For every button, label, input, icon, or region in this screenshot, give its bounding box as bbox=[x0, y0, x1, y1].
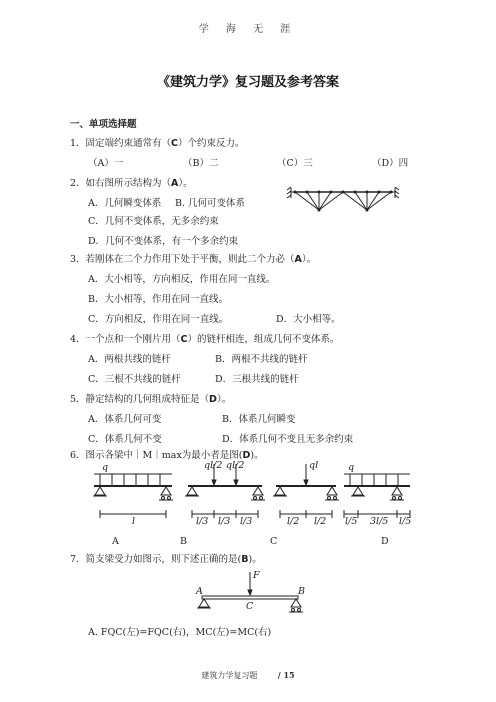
question-4: 4．一个点和一个刚片用（C）的链杆相连，组成几何不变体系。 bbox=[70, 334, 340, 345]
option: B．两根不共线的链杆 bbox=[215, 354, 308, 365]
option: B．大小相等，作用在同一直线。 bbox=[88, 294, 228, 305]
page-header: 学 海 无 涯 bbox=[198, 24, 298, 35]
label-l2: l/2 bbox=[287, 516, 300, 527]
question-3: 3．若刚体在二个力作用下处于平衡，则此二个力必（A）。 bbox=[70, 254, 317, 265]
figure-label-d: D bbox=[381, 536, 389, 547]
answer: A bbox=[294, 254, 302, 265]
question-5: 5．静定结构的几何组成特征是（D）。 bbox=[70, 394, 232, 405]
option: C．体系几何不变 bbox=[88, 434, 162, 445]
option: C．方向相反，作用在同一直线。 bbox=[88, 314, 229, 325]
answer: B bbox=[241, 554, 249, 565]
option: D．体系几何不变且无多余约束 bbox=[222, 434, 354, 445]
label-q: q bbox=[102, 462, 109, 473]
section-heading: 一、单项选择题 bbox=[70, 119, 137, 130]
label-3l5: 3l/5 bbox=[370, 516, 389, 527]
option: （A）一 bbox=[88, 158, 124, 169]
answer: D bbox=[242, 450, 251, 461]
question-6: 6．图示各梁中｜M｜max为最小者是图(D)。 bbox=[70, 450, 264, 461]
question-1: 1．固定端约束通常有（C）个约束反力。 bbox=[70, 138, 245, 149]
answer: A bbox=[171, 178, 179, 189]
beam-b bbox=[185, 464, 265, 518]
label-l2: l/2 bbox=[314, 516, 327, 527]
option: D．三根共线的链杆 bbox=[215, 374, 299, 385]
label-l3: l/3 bbox=[196, 516, 209, 527]
label-l3: l/3 bbox=[240, 516, 253, 527]
label-f: F bbox=[253, 570, 260, 581]
label-l5: l/5 bbox=[345, 516, 358, 527]
label-q: q bbox=[348, 462, 355, 473]
option: D．大小相等。 bbox=[276, 314, 341, 325]
figure-label-a: A bbox=[112, 536, 119, 547]
answer: D bbox=[209, 394, 217, 405]
beam-c bbox=[273, 464, 339, 518]
simple-beam-figure bbox=[196, 568, 306, 618]
option: A．几何瞬变体系 bbox=[88, 198, 162, 209]
label-b: B bbox=[298, 586, 305, 597]
label-half-ql: ql/2 bbox=[204, 460, 223, 471]
beams-figure bbox=[92, 458, 412, 530]
label-l3: l/3 bbox=[218, 516, 231, 527]
option: B．体系几何瞬变 bbox=[222, 414, 296, 425]
figure-label-c: C bbox=[270, 536, 278, 547]
option: D．几何不变体系，有一个多余约束 bbox=[88, 236, 239, 247]
option: A．大小相等，方向相反，作用在同一直线。 bbox=[88, 274, 276, 285]
option: （D）四 bbox=[372, 158, 409, 169]
answer: C bbox=[180, 334, 188, 345]
option: B. 几何可变体系 bbox=[175, 198, 246, 209]
truss-figure bbox=[285, 186, 405, 226]
label-l5: l/5 bbox=[399, 516, 412, 527]
option: （B）二 bbox=[183, 158, 219, 169]
question-2: 2．如右图所示结构为（A）。 bbox=[70, 178, 193, 189]
option: （C）三 bbox=[277, 158, 313, 169]
label-half-ql: ql/2 bbox=[226, 460, 245, 471]
label-c: C bbox=[246, 601, 254, 612]
option: A．两根共线的链杆 bbox=[88, 354, 171, 365]
option: C．几何不变体系，无多余约束 bbox=[88, 216, 219, 227]
figure-label-b: B bbox=[180, 536, 187, 547]
beam-a bbox=[93, 474, 173, 518]
answer: C bbox=[171, 138, 179, 149]
option: C．三根不共线的链杆 bbox=[88, 374, 181, 385]
document-title: 《建筑力学》复习题及参考答案 bbox=[156, 75, 339, 90]
label-a: A bbox=[196, 586, 203, 597]
label-ql: ql bbox=[309, 460, 319, 471]
page-footer: 建筑力学复习题 / 15 bbox=[201, 670, 295, 680]
question-7: 7．简支梁受力如图示，则下述正确的是(B)。 bbox=[70, 554, 262, 565]
option: A．体系几何可变 bbox=[88, 414, 162, 425]
label-l: l bbox=[132, 516, 136, 527]
beam-d bbox=[344, 474, 410, 518]
option: A. FQC(左)=FQC(右)，MC(左)=MC(右) bbox=[88, 627, 272, 638]
